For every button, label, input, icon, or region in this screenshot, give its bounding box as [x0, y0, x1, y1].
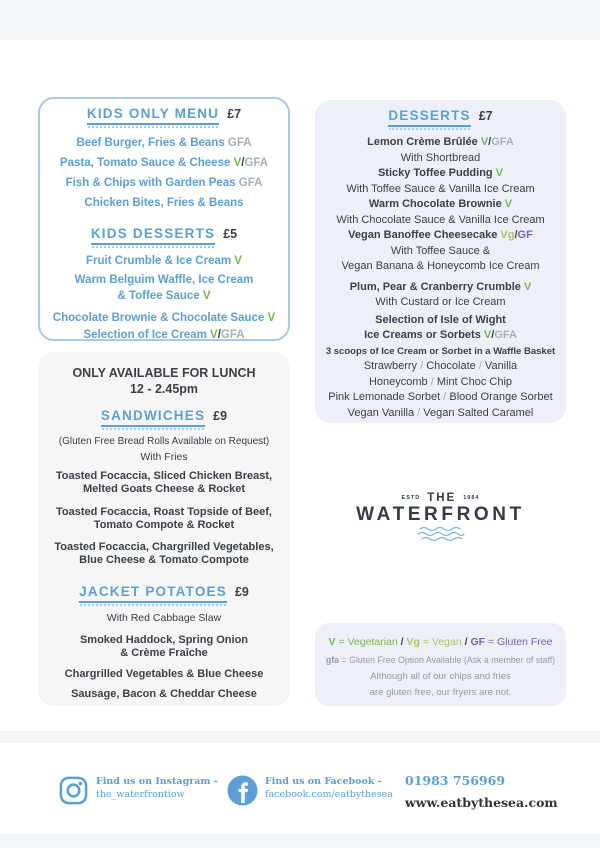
menu-text-segment: 3 scoops of Ice Cream or Sorbet in a Waffle Basket — [325, 345, 556, 357]
menu-text-segment: Chocolate — [423, 360, 479, 372]
menu-line — [315, 685, 566, 701]
menu-line — [315, 634, 566, 650]
menu-text-segment: / — [491, 329, 495, 341]
menu-text-segment: Toasted Focaccia, Roast Topside of Beef, — [56, 506, 272, 518]
menu-text-segment: / — [241, 157, 245, 169]
menu-text-segment: With Fries — [140, 451, 188, 463]
instagram-text — [96, 775, 218, 801]
kids-menu-header — [40, 106, 288, 125]
menu-text-segment: / — [488, 136, 492, 148]
menu-text-segment: Selection of Ice Cream — [83, 329, 211, 341]
menu-text-segment: Vg — [406, 636, 420, 648]
menu-text-segment: Vegan Banoffee Cheesecake — [348, 229, 501, 241]
kids-desserts-header — [40, 226, 288, 245]
legend-lines — [315, 634, 566, 701]
sandwiches-header — [38, 408, 290, 427]
section-price: £9 — [234, 585, 249, 599]
menu-text-segment: Honeycomb — [368, 375, 431, 388]
menu-line — [38, 612, 290, 625]
menu-text-segment: Vegan Vanilla — [347, 406, 418, 419]
logo-year: 1984 — [463, 495, 480, 501]
menu-line — [38, 470, 290, 483]
menu-text-segment: Fruit Crumble & Ice Cream — [86, 255, 235, 267]
menu-line — [315, 313, 566, 329]
instagram-link[interactable] — [58, 775, 218, 806]
menu-text-segment: GFA — [238, 177, 263, 189]
menu-text-segment: / — [461, 636, 471, 648]
kids-menu-items — [40, 133, 288, 213]
menu-text-segment: Vg — [500, 229, 515, 241]
menu-text-segment: Vegan Banana & Honeycomb Ice Cream — [341, 260, 540, 272]
menu-text-segment: With Shortbread — [400, 151, 481, 164]
menu-text-segment: & Toffee Sauce — [117, 290, 203, 302]
menu-text-segment: Beef Burger, Fries & Beans — [76, 137, 228, 149]
menu-line — [38, 506, 290, 519]
facebook-link[interactable] — [227, 775, 393, 806]
menu-text-segment: Blue Cheese & Tomato Compote — [79, 554, 249, 566]
menu-line — [315, 213, 566, 229]
facebook-text — [265, 775, 393, 801]
menu-line — [315, 406, 566, 422]
facebook-icon — [227, 775, 258, 806]
menu-line — [315, 390, 566, 406]
menu-text-segment: V — [233, 157, 242, 169]
menu-line — [40, 272, 288, 289]
desserts-items — [315, 135, 566, 421]
lunch-section — [38, 352, 290, 706]
menu-text-segment: = Vegan — [419, 636, 462, 648]
menu-text-segment: Mint Choc Chip — [433, 375, 513, 388]
menu-text-segment: Fish & Chips with Garden Peas — [65, 177, 239, 189]
menu-text-segment: / — [420, 360, 424, 372]
menu-line — [38, 668, 290, 681]
facebook-url: facebook.com/eatbythesea — [265, 789, 393, 800]
menu-text-segment: Pink Lemonade Sorbet — [328, 391, 444, 403]
menu-text-segment: Warm Belguim Waffle, Ice Cream — [74, 273, 254, 286]
logo-estd: ESTD — [401, 495, 421, 501]
menu-line — [315, 375, 566, 391]
lunch-availability-heading: ONLY AVAILABLE FOR LUNCH — [72, 366, 256, 380]
menu-text-segment: / — [514, 229, 518, 241]
menu-text-segment: / — [478, 360, 482, 372]
kids-desserts-items — [40, 253, 288, 341]
menu-text-segment: = Gluten Free — [485, 636, 553, 648]
menu-text-segment: Lemon Crème Brûlée — [367, 136, 481, 148]
menu-text-segment: / — [430, 375, 434, 388]
menu-text-segment: / — [417, 406, 421, 419]
menu-line — [38, 554, 290, 567]
menu-line — [315, 328, 566, 344]
section-title: SANDWICHES — [101, 408, 205, 427]
menu-text-segment: Plum, Pear & Cranberry Crumble — [349, 280, 524, 293]
menu-text-segment: Toasted Focaccia, Chargrilled Vegetables, — [54, 541, 274, 553]
menu-text-segment: Strawberry — [363, 360, 421, 372]
menu-line — [40, 153, 288, 173]
menu-text-segment: With Red Cabbage Slaw — [106, 612, 222, 624]
menu-text-segment: V — [483, 329, 492, 341]
menu-line — [315, 135, 566, 151]
menu-text-segment: Vegan Salted Caramel — [420, 406, 534, 419]
menu-text-segment: Chocolate Brownie & Chocolate Sauce — [52, 311, 268, 324]
menu-text-segment: Toasted Focaccia, Sliced Chicken Breast, — [55, 470, 273, 482]
menu-text-segment: = Gluten Free Option Available (Ask a member of staff) — [339, 655, 556, 665]
phone-number[interactable]: 01983 756969 — [405, 773, 506, 788]
top-band — [0, 0, 600, 40]
menu-text-segment: V — [210, 329, 218, 341]
menu-text-segment: With Toffee Sauce & Vanilla Ice Cream — [346, 182, 535, 195]
menu-text-segment: Smoked Haddock, Spring Onion — [79, 634, 249, 646]
menu-text-segment: V — [495, 167, 504, 179]
menu-text-segment: Vanilla — [481, 360, 518, 372]
contact-info — [405, 773, 558, 811]
menu-line — [40, 193, 288, 213]
section-price: £7 — [227, 107, 242, 121]
logo-the: THE — [427, 492, 457, 504]
desserts-section — [315, 100, 566, 423]
menu-line — [38, 483, 290, 496]
menu-text-segment: With Toffee Sauce & — [390, 244, 491, 257]
menu-line — [315, 182, 566, 198]
menu-text-segment: / — [397, 636, 407, 648]
menu-line — [315, 295, 566, 311]
menu-text-segment: Chicken Bites, Fries & Beans — [84, 197, 244, 209]
menu-text-segment: With Custard or Ice Cream — [375, 296, 506, 308]
menu-text-segment: GFA — [227, 137, 252, 149]
menu-text-segment: Warm Chocolate Brownie — [368, 198, 505, 210]
instagram-handle: the_waterfrontiow — [96, 789, 185, 800]
waterfront-logo — [315, 492, 566, 544]
menu-text-segment: / — [217, 329, 221, 341]
menu-line — [38, 541, 290, 554]
waves-icon — [415, 526, 467, 544]
menu-line — [315, 359, 566, 375]
menu-line — [315, 244, 566, 260]
menu-text-segment: V — [480, 136, 489, 148]
menu-text-segment: Sausage, Bacon & Cheddar Cheese — [71, 688, 257, 700]
logo-name: WATERFRONT — [356, 504, 525, 525]
menu-line — [40, 133, 288, 153]
menu-line — [40, 327, 288, 341]
menu-text-segment: (Gluten Free Bread Rolls Available on Request) — [58, 436, 270, 447]
menu-text-segment: V — [234, 255, 242, 267]
dietary-legend — [315, 623, 566, 706]
section-price: £9 — [213, 409, 228, 423]
section-title: KIDS DESSERTS — [91, 226, 215, 245]
footer — [0, 768, 600, 814]
menu-line — [40, 173, 288, 193]
menu-line — [315, 669, 566, 685]
menu-text-segment: & Crème Fraîche — [120, 647, 208, 659]
menu-text-segment: V — [328, 636, 336, 648]
menu-line — [38, 435, 290, 448]
menu-text-segment: V — [202, 290, 211, 302]
menu-line — [38, 451, 290, 464]
menu-line — [315, 652, 566, 668]
menu-text-segment: GFA — [220, 329, 245, 341]
menu-text-segment: Sticky Toffee Pudding — [377, 167, 496, 179]
section-title: DESSERTS — [388, 108, 470, 127]
bottom-band — [0, 834, 600, 848]
sandwiches-items — [38, 435, 290, 567]
website-url[interactable]: www.eatbythesea.com — [405, 795, 558, 810]
menu-text-segment: = Vegetarian — [335, 636, 398, 648]
lunch-hours: 12 - 2.45pm — [129, 382, 199, 396]
mid-band — [0, 731, 600, 743]
menu-text-segment: GFA — [244, 157, 269, 169]
menu-text-segment: With Chocolate Sauce & Vanilla Ice Cream — [336, 213, 545, 226]
logo-estd-row — [402, 492, 480, 504]
kids-menu-section — [38, 97, 290, 341]
menu-text-segment: Pasta, Tomato Sauce & Cheese — [59, 157, 234, 169]
menu-text-segment: are gluten free, our fryers are not. — [369, 687, 512, 698]
menu-text-segment: V — [504, 198, 513, 210]
menu-text-segment: / — [443, 391, 447, 403]
section-price: £7 — [478, 109, 493, 123]
instagram-label: Find us on Instagram - — [96, 776, 218, 787]
menu-line — [315, 197, 566, 213]
menu-text-segment: GF — [470, 636, 486, 648]
menu-text-segment: V — [523, 280, 532, 293]
section-title: KIDS ONLY MENU — [87, 106, 219, 125]
menu-line — [38, 647, 290, 660]
menu-text-segment: GFA — [494, 329, 517, 341]
menu-line — [40, 288, 288, 305]
menu-line — [315, 228, 566, 244]
menu-text-segment: Selection of Isle of Wight — [375, 313, 506, 326]
jacket-potatoes-header — [38, 584, 290, 603]
menu-text-segment: Melted Goats Cheese & Rocket — [83, 483, 245, 495]
menu-text-segment: Blood Orange Sorbet — [446, 391, 553, 403]
menu-line — [315, 151, 566, 167]
menu-text-segment: Tomato Compote & Rocket — [93, 519, 235, 531]
menu-text-segment: GF — [517, 229, 533, 241]
instagram-icon — [58, 775, 89, 806]
menu-text-segment: GFA — [491, 136, 514, 148]
menu-line — [315, 344, 566, 360]
facebook-label: Find us on Facebook - — [265, 776, 382, 787]
jacket-potatoes-items — [38, 612, 290, 701]
menu-line — [38, 634, 290, 647]
menu-text-segment: gfa — [325, 655, 340, 665]
menu-text-segment: V — [267, 311, 276, 324]
menu-text-segment: Although all of our chips and fries — [370, 671, 511, 682]
section-price: £5 — [223, 227, 238, 241]
section-title: JACKET POTATOES — [79, 584, 227, 603]
menu-line — [38, 688, 290, 701]
menu-line — [40, 310, 288, 327]
menu-line — [315, 259, 566, 275]
menu-line — [315, 166, 566, 182]
menu-line — [38, 519, 290, 532]
menu-line — [315, 280, 566, 296]
menu-text-segment: Chargrilled Vegetables & Blue Cheese — [64, 668, 264, 680]
desserts-header — [315, 108, 566, 127]
menu-text-segment: Ice Creams or Sorbets — [364, 329, 484, 341]
menu-line — [40, 253, 288, 270]
